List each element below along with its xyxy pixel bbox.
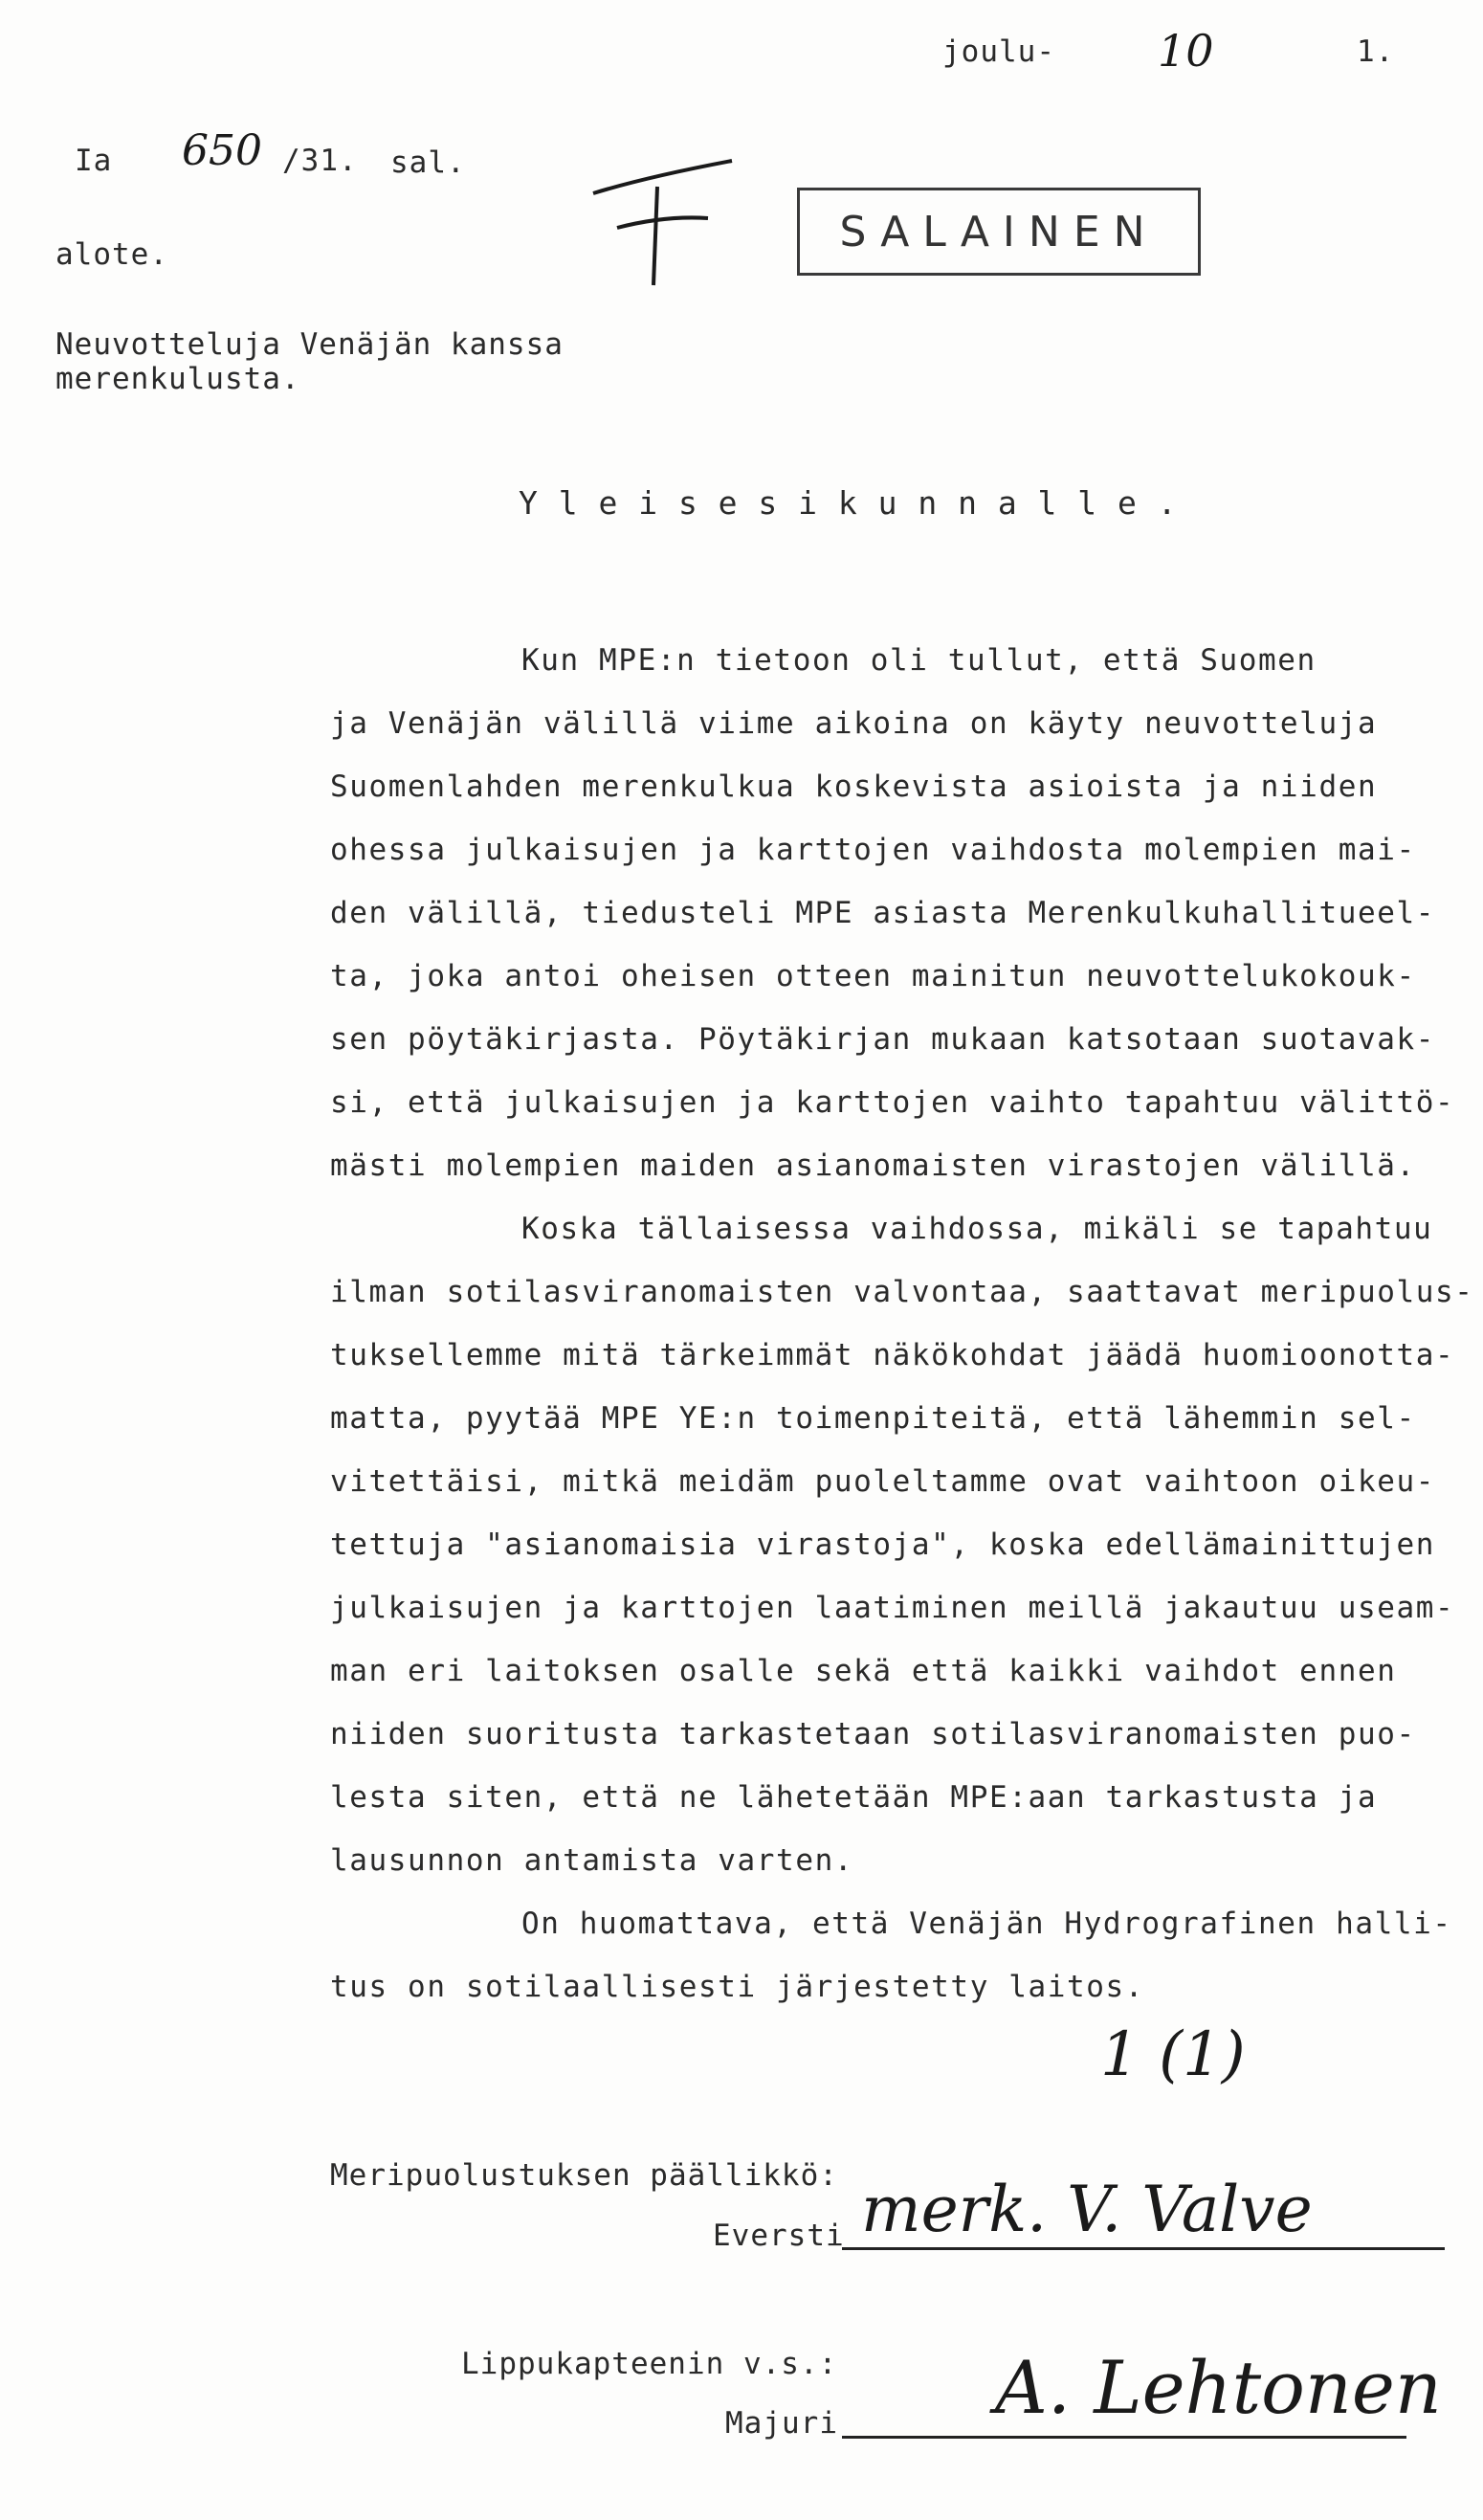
body-line: tus on sotilaallisesti järjestetty laitos. xyxy=(330,1970,1145,2004)
page-number: 1. xyxy=(1357,34,1395,69)
reference-suffix: /31. xyxy=(282,144,358,178)
body-line: mästi molempien maiden asianomaisten virastojen välillä. xyxy=(330,1148,1416,1183)
body-line: ta, joka antoi oheisen otteen mainitun neuvottelukokouk- xyxy=(330,959,1416,993)
subject-line-1: Neuvotteluja Venäjän kanssa xyxy=(55,327,564,362)
classification-stamp: SALAINEN xyxy=(797,188,1201,276)
signatory-rank-2: Majuri xyxy=(725,2406,838,2441)
body-line: tettuja "asianomaisia virastoja", koska edellämainittujen xyxy=(330,1528,1436,1562)
body-line: niiden suoritusta tarkastetaan sotilasviranomaisten puo- xyxy=(330,1717,1416,1751)
reference-number-handwritten: 650 xyxy=(182,126,262,175)
signature-line-1 xyxy=(842,2247,1445,2250)
body-line: den välillä, tiedusteli MPE asiasta Merenkulkuhallitueel- xyxy=(330,896,1436,930)
body-line: sen pöytäkirjasta. Pöytäkirjan mukaan katsotaan suotavak- xyxy=(330,1022,1436,1057)
date-day-handwritten: 10 xyxy=(1158,25,1214,77)
body-line: Suomenlahden merenkulkua koskevista asioista ja niiden xyxy=(330,769,1378,804)
body-line: ilman sotilasviranomaisten valvontaa, saattavat meripuolus- xyxy=(330,1275,1474,1309)
body-line: On huomattava, että Venäjän Hydrografinen halli- xyxy=(521,1907,1452,1941)
body-line: lesta siten, että ne lähetetään MPE:aan tarkastusta ja xyxy=(330,1780,1378,1815)
body-line: julkaisujen ja karttojen laatiminen meillä jakautuu useam- xyxy=(330,1591,1455,1625)
signature-line-2 xyxy=(842,2436,1406,2439)
date-month: joulu- xyxy=(942,34,1055,69)
body-line: si, että julkaisujen ja karttojen vaihto tapahtuu välittö- xyxy=(330,1085,1455,1120)
signatory-title-1: Meripuolustuksen päällikkö: xyxy=(330,2158,838,2193)
body-line: ohessa julkaisujen ja karttojen vaihdosta molempien mai- xyxy=(330,833,1416,867)
handwritten-annotation: 1 (1) xyxy=(1100,2019,1246,2090)
body-line: vitettäisi, mitkä meidäm puoleltamme ovat vaihtoon oikeu- xyxy=(330,1464,1436,1499)
document-type: alote. xyxy=(55,237,168,272)
handwritten-f-mark xyxy=(588,153,742,287)
body-line: Kun MPE:n tietoon oli tullut, että Suomen xyxy=(521,643,1317,678)
signature-1: merk. V. Valve xyxy=(861,2173,1313,2246)
subject-line-2: merenkulusta. xyxy=(55,362,300,396)
reference-prefix: Ia xyxy=(75,144,113,178)
addressee: Y l e i s e s i k u n n a l l e . xyxy=(519,484,1178,522)
body-line: Koska tällaisessa vaihdossa, mikäli se tapahtuu xyxy=(521,1212,1433,1246)
signatory-rank-1: Eversti xyxy=(713,2219,845,2253)
signature-2: A. Lehtonen xyxy=(995,2345,1442,2430)
body-line: matta, pyytää MPE YE:n toimenpiteitä, että lähemmin sel- xyxy=(330,1401,1416,1436)
body-line: lausunnon antamista varten. xyxy=(330,1843,854,1878)
signatory-title-2: Lippukapteenin v.s.: xyxy=(461,2347,838,2381)
body-line: man eri laitoksen osalle sekä että kaikki vaihdot ennen xyxy=(330,1654,1397,1688)
body-line: ja Venäjän välillä viime aikoina on käyty neuvotteluja xyxy=(330,706,1378,741)
classification-short: sal. xyxy=(390,145,466,180)
body-line: tuksellemme mitä tärkeimmät näkökohdat jäädä huomioonotta- xyxy=(330,1338,1455,1372)
